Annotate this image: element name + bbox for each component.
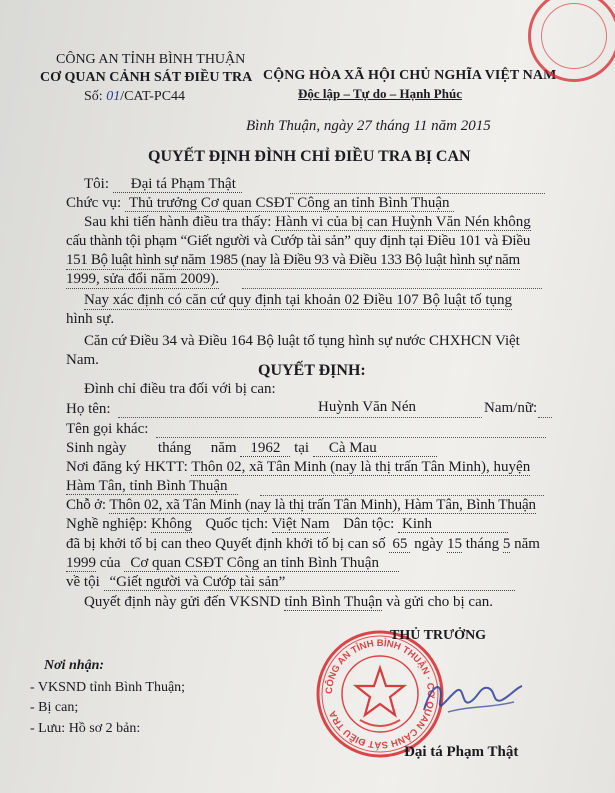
dantoc-value: Kinh [398, 516, 508, 533]
nam-label: năm [210, 440, 237, 456]
birthplace-value: Cà Mau [313, 440, 437, 457]
send-text-c: và gửi cho bị can. [386, 594, 494, 610]
tengoikhac-label: Tên gọi khác: [66, 421, 149, 437]
charge-line [66, 574, 515, 591]
decision-heading: QUYẾT ĐỊNH: [258, 362, 366, 379]
send-line [84, 594, 493, 611]
header-agency: CƠ QUAN CẢNH SÁT ĐIỀU TRA [40, 70, 253, 85]
occupation-line [66, 516, 508, 533]
khoito-ngay-label: ngày [414, 536, 444, 552]
toi-label: Tôi: [84, 176, 109, 192]
quoctich-label: Quốc tịch: [205, 516, 269, 532]
para2-line1: Nay xác định có căn cứ quy định tại khoản 02 Điều 107 Bộ luật tố tụng [84, 292, 513, 308]
birth-year-value: 1962 [240, 440, 290, 457]
send-text-a: Quyết định này gửi đến VKSND [84, 594, 281, 610]
birth-line [66, 440, 437, 457]
recipient-item-3: - Lưu: Hồ sơ 2 bản: [30, 721, 141, 736]
recipients-label: Nơi nhận: [44, 658, 105, 673]
hoten-label: Họ tên: [66, 401, 111, 417]
para1-line1 [84, 214, 531, 231]
document-title: QUYẾT ĐỊNH ĐÌNH CHỈ ĐIỀU TRA BỊ CAN [148, 148, 471, 165]
cho-label: Chỗ ở: [66, 497, 106, 513]
header-ministry: CÔNG AN TỈNH BÌNH THUẬN [56, 52, 246, 67]
recipient-item-1: - VKSND tỉnh Bình Thuận; [30, 680, 186, 695]
tai-label: tại [294, 440, 310, 456]
quoctich-value: Việt Nam [271, 516, 330, 532]
chucvu-label: Chức vụ: [66, 195, 122, 211]
hktt-line2 [66, 478, 238, 495]
khoito-org: Cơ quan CSĐT Công an tỉnh Bình Thuận [124, 555, 399, 572]
header-state: CỘNG HÒA XÃ HỘI CHỦ NGHĨA VIỆT NAM [263, 68, 557, 83]
chucvu-value: Thủ trưởng Cơ quan CSĐT Công an tỉnh Bình Thuận [125, 195, 454, 212]
recipient-item-2: - Bị can; [30, 700, 79, 715]
indictment-line2 [66, 555, 399, 572]
hktt-line1 [66, 459, 530, 476]
sex-label: Nam/nữ: [484, 400, 538, 416]
number-handwritten: 01 [106, 89, 121, 104]
p1-label: Sau khi tiến hành điều tra thấy: [84, 214, 272, 230]
seal-star-icon [356, 668, 404, 715]
khoito-thang-label: tháng [465, 536, 500, 552]
para1-line3: 151 Bộ luật hình sự năm 1985 (nay là Điều 93 và Điều 133 Bộ luật hình sự năm [66, 252, 520, 268]
dantoc-label: Dân tộc: [343, 516, 395, 532]
nghe-value: Không [150, 516, 192, 532]
indictment-line1 [66, 536, 540, 553]
khoito-month: 5 [502, 536, 511, 552]
vetoi-value: “Giết người và Cướp tài sản” [104, 574, 516, 591]
toi-value: Đại tá Phạm Thật [113, 176, 242, 193]
sinhngay-label: Sinh ngày [66, 440, 127, 456]
signer-name: Đại tá Phạm Thật [404, 744, 519, 760]
para3-line1: Căn cứ Điều 34 và Điều 164 Bộ luật tố tụng hình sự nước CHXHCN Việt [84, 333, 520, 349]
number-label: Số: [84, 89, 103, 104]
para1-line2: cấu thành tội phạm “Giết người và Cướp tài sản” quy định tại Điều 101 và Điều [66, 233, 531, 249]
para1-line4: 1999, sửa đổi năm 2009). [66, 271, 220, 287]
hoten-value: Huỳnh Văn Nén [318, 399, 417, 415]
para2-line2: hình sự. [66, 311, 115, 327]
hktt-value-2: Hàm Tân, tỉnh Bình Thuận [66, 478, 238, 495]
send-text-b: tỉnh Bình Thuận [284, 594, 383, 610]
thang-label: tháng [157, 440, 192, 456]
cho-value: Thôn 02, xã Tân Minh (nay là thị trấn Tân Minh), Hàm Tân, Bình Thuận [109, 497, 536, 513]
header-motto: Độc lập – Tự do – Hạnh Phúc [298, 86, 462, 101]
seal-ring-text: CÔNG AN TỈNH BÌNH THUẬN · CƠ QUAN CẢNH SÁT ĐIỀU TRA [323, 637, 437, 751]
khoito-nam-label: năm [514, 536, 540, 552]
handwritten-signature [418, 672, 528, 722]
khoito-text: đã bị khởi tố bị can theo Quyết định khởi tố bị can số [66, 536, 386, 552]
khoito-year: 1999 [66, 555, 96, 571]
para3-line2: Nam. [66, 352, 99, 368]
document-number [84, 89, 185, 105]
khoito-number: 65 [389, 536, 410, 553]
hktt-label: Nơi đăng ký HKTT: [66, 459, 188, 475]
decision-intro: Đình chỉ điều tra đối với bị can: [84, 381, 276, 397]
residence-line [66, 497, 536, 514]
chucvu-line [66, 195, 454, 212]
hktt-value-1: Thôn 02, xã Tân Minh (nay là thị trấn Tân Minh), huyện [191, 459, 531, 475]
khoito-day: 15 [447, 536, 462, 552]
p1-text-1: Hành vi của bị can Huỳnh Văn Nén không [275, 214, 531, 230]
toi-line [84, 176, 242, 193]
khoito-cua-label: của [99, 555, 121, 571]
nghe-label: Nghề nghiệp: [66, 516, 148, 532]
vetoi-label: về tội [66, 574, 100, 590]
signer-title: THỦ TRƯỞNG [390, 628, 487, 643]
number-suffix: /CAT-PC44 [120, 89, 186, 104]
place-date: Bình Thuận, ngày 27 tháng 11 năm 2015 [246, 118, 491, 134]
